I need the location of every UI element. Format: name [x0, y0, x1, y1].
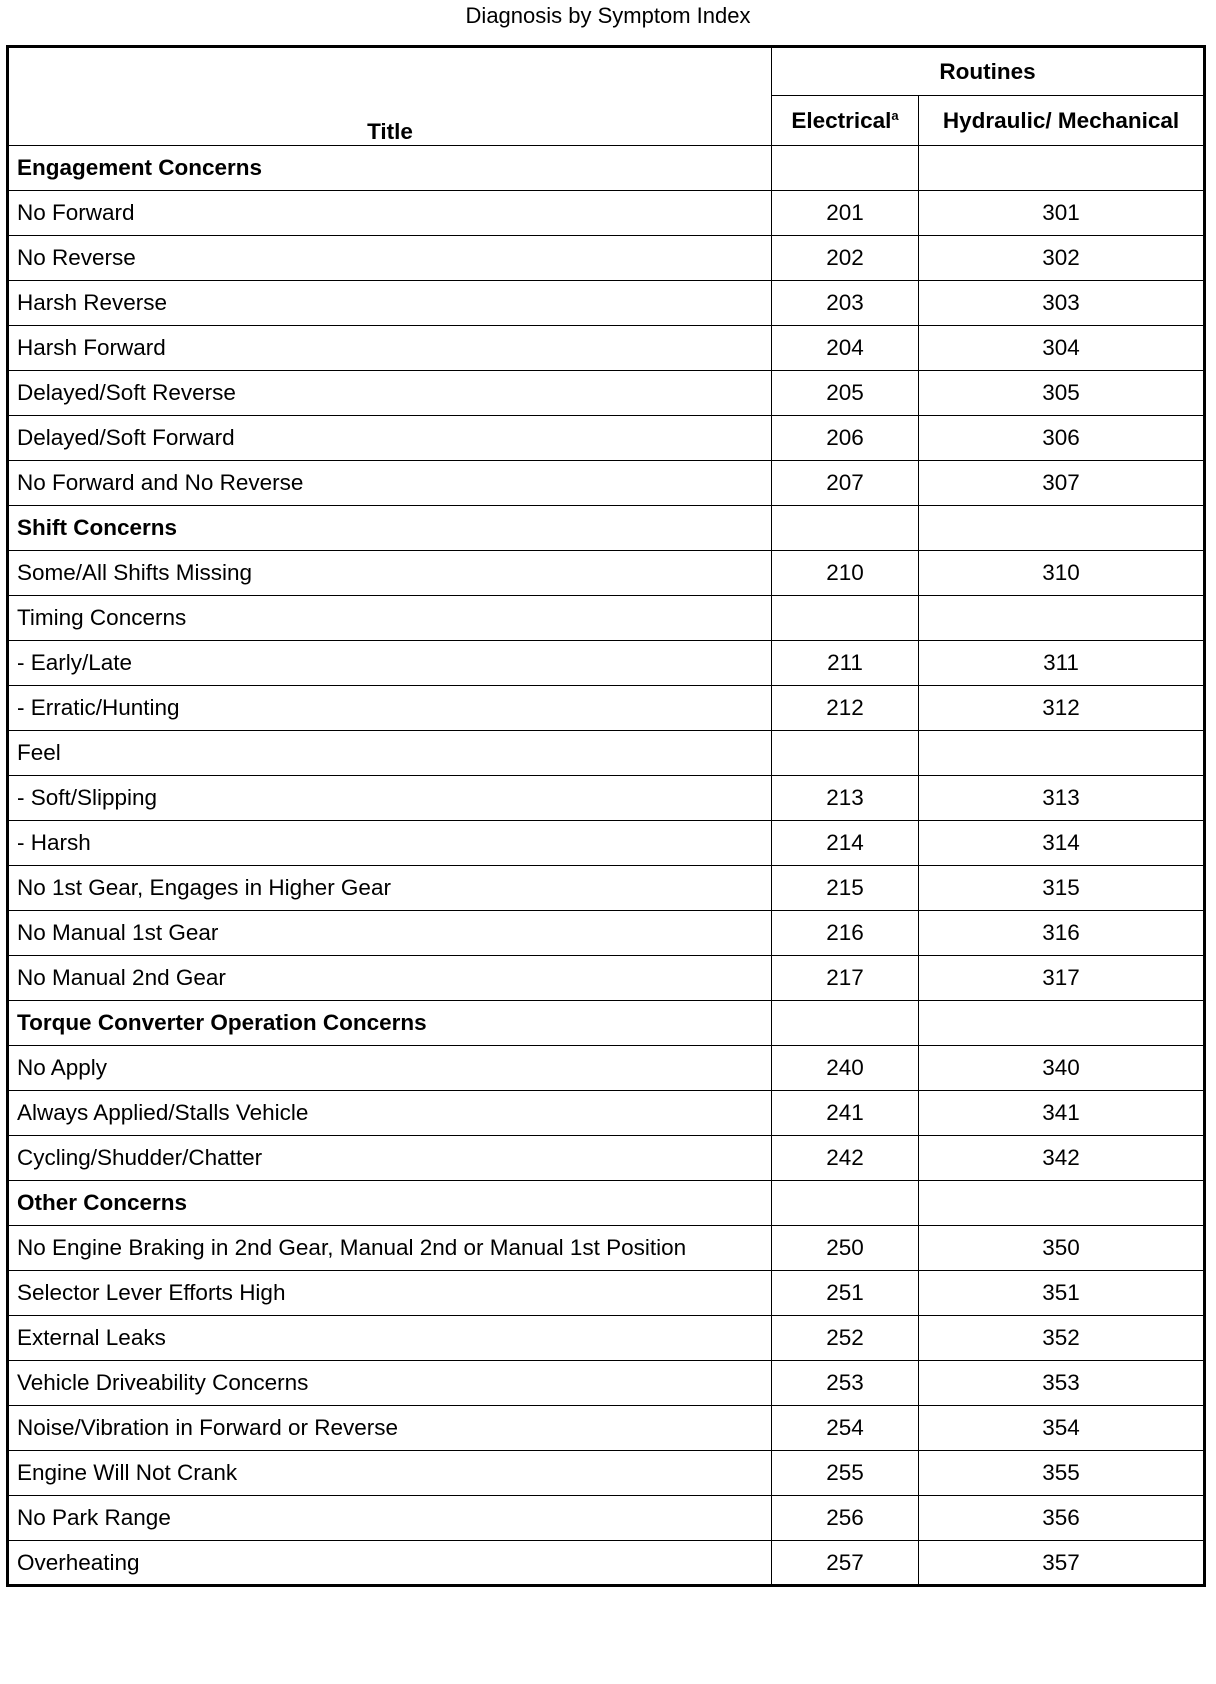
- table-row: [8, 1046, 1205, 1091]
- table-row: [8, 326, 1205, 371]
- hydraulic-routine-cell: [919, 1001, 1205, 1046]
- electrical-routine-cell: 255: [772, 1451, 919, 1496]
- hydraulic-routine-cell: 306: [919, 416, 1205, 461]
- row-title-cell: No 1st Gear, Engages in Higher Gear: [8, 866, 772, 911]
- row-title-cell: Timing Concerns: [8, 596, 772, 641]
- electrical-routine-cell: [772, 146, 919, 191]
- table-row: [8, 866, 1205, 911]
- electrical-routine-cell: 213: [772, 776, 919, 821]
- section-row: [8, 506, 1205, 551]
- routines-header: Routines: [772, 47, 1205, 96]
- table-row: [8, 1541, 1205, 1586]
- table-row: [8, 461, 1205, 506]
- electrical-routine-cell: [772, 1181, 919, 1226]
- row-title-cell: No Park Range: [8, 1496, 772, 1541]
- section-row: [8, 1181, 1205, 1226]
- electrical-label: Electrical: [791, 107, 892, 133]
- row-title-cell: Harsh Reverse: [8, 281, 772, 326]
- table-row: [8, 1271, 1205, 1316]
- row-title-cell: No Reverse: [8, 236, 772, 281]
- row-title-cell: Selector Lever Efforts High: [8, 1271, 772, 1316]
- table-body: [8, 146, 1205, 1586]
- table-row: [8, 1361, 1205, 1406]
- row-title-cell: Always Applied/Stalls Vehicle: [8, 1091, 772, 1136]
- hydraulic-routine-cell: 354: [919, 1406, 1205, 1451]
- electrical-routine-cell: [772, 506, 919, 551]
- row-title-cell: Torque Converter Operation Concerns: [8, 1001, 772, 1046]
- electrical-routine-cell: 205: [772, 371, 919, 416]
- electrical-footnote-marker: a: [891, 107, 899, 123]
- table-row: [8, 641, 1205, 686]
- electrical-routine-cell: 217: [772, 956, 919, 1001]
- electrical-routine-cell: 250: [772, 1226, 919, 1271]
- row-title-cell: No Manual 2nd Gear: [8, 956, 772, 1001]
- hydraulic-routine-cell: [919, 506, 1205, 551]
- table-row: [8, 821, 1205, 866]
- hydraulic-routine-cell: 311: [919, 641, 1205, 686]
- electrical-routine-cell: 211: [772, 641, 919, 686]
- hydraulic-routine-cell: [919, 731, 1205, 776]
- table-row: [8, 1226, 1205, 1271]
- electrical-routine-cell: 201: [772, 191, 919, 236]
- row-title-cell: Vehicle Driveability Concerns: [8, 1361, 772, 1406]
- hydraulic-routine-cell: 342: [919, 1136, 1205, 1181]
- hydraulic-routine-cell: [919, 146, 1205, 191]
- hydraulic-column-header: Hydraulic/ Mechanical: [919, 96, 1205, 146]
- electrical-routine-cell: 214: [772, 821, 919, 866]
- electrical-routine-cell: 253: [772, 1361, 919, 1406]
- hydraulic-routine-cell: 304: [919, 326, 1205, 371]
- row-title-cell: Harsh Forward: [8, 326, 772, 371]
- electrical-routine-cell: 242: [772, 1136, 919, 1181]
- table-row: [8, 1316, 1205, 1361]
- row-title-cell: No Engine Braking in 2nd Gear, Manual 2nd or Manual 1st Position: [8, 1226, 772, 1271]
- hydraulic-routine-cell: 305: [919, 371, 1205, 416]
- electrical-routine-cell: 241: [772, 1091, 919, 1136]
- row-title-cell: Engine Will Not Crank: [8, 1451, 772, 1496]
- hydraulic-routine-cell: 341: [919, 1091, 1205, 1136]
- row-title-cell: No Forward: [8, 191, 772, 236]
- hydraulic-routine-cell: 314: [919, 821, 1205, 866]
- row-title-cell: Overheating: [8, 1541, 772, 1586]
- hydraulic-routine-cell: 307: [919, 461, 1205, 506]
- electrical-routine-cell: 204: [772, 326, 919, 371]
- row-title-cell: Delayed/Soft Reverse: [8, 371, 772, 416]
- row-title-cell: - Harsh: [8, 821, 772, 866]
- row-title-cell: Noise/Vibration in Forward or Reverse: [8, 1406, 772, 1451]
- electrical-column-header: [772, 96, 919, 146]
- hydraulic-routine-cell: 316: [919, 911, 1205, 956]
- table-row: [8, 281, 1205, 326]
- table-row: [8, 236, 1205, 281]
- table-row: [8, 911, 1205, 956]
- electrical-routine-cell: 252: [772, 1316, 919, 1361]
- hydraulic-routine-cell: 353: [919, 1361, 1205, 1406]
- hydraulic-routine-cell: [919, 1181, 1205, 1226]
- hydraulic-routine-cell: 312: [919, 686, 1205, 731]
- table-row: [8, 1496, 1205, 1541]
- electrical-routine-cell: 254: [772, 1406, 919, 1451]
- row-title-cell: Engagement Concerns: [8, 146, 772, 191]
- row-title-cell: - Erratic/Hunting: [8, 686, 772, 731]
- electrical-routine-cell: 215: [772, 866, 919, 911]
- row-title-cell: External Leaks: [8, 1316, 772, 1361]
- hydraulic-routine-cell: 340: [919, 1046, 1205, 1091]
- row-title-cell: Shift Concerns: [8, 506, 772, 551]
- electrical-routine-cell: 206: [772, 416, 919, 461]
- table-row: [8, 1451, 1205, 1496]
- table-row: [8, 731, 1205, 776]
- electrical-routine-cell: 257: [772, 1541, 919, 1586]
- table-row: [8, 596, 1205, 641]
- table-row: [8, 1406, 1205, 1451]
- row-title-cell: No Manual 1st Gear: [8, 911, 772, 956]
- row-title-cell: Cycling/Shudder/Chatter: [8, 1136, 772, 1181]
- table-row: [8, 776, 1205, 821]
- row-title-cell: Other Concerns: [8, 1181, 772, 1226]
- row-title-cell: Some/All Shifts Missing: [8, 551, 772, 596]
- electrical-routine-cell: [772, 596, 919, 641]
- electrical-routine-cell: [772, 1001, 919, 1046]
- symptom-index-table: [6, 45, 1206, 1587]
- hydraulic-routine-cell: 310: [919, 551, 1205, 596]
- hydraulic-routine-cell: 301: [919, 191, 1205, 236]
- hydraulic-routine-cell: 350: [919, 1226, 1205, 1271]
- hydraulic-routine-cell: 313: [919, 776, 1205, 821]
- hydraulic-routine-cell: 317: [919, 956, 1205, 1001]
- electrical-routine-cell: 216: [772, 911, 919, 956]
- row-title-cell: No Forward and No Reverse: [8, 461, 772, 506]
- row-title-cell: Feel: [8, 731, 772, 776]
- hydraulic-routine-cell: 303: [919, 281, 1205, 326]
- section-row: [8, 1001, 1205, 1046]
- hydraulic-routine-cell: 355: [919, 1451, 1205, 1496]
- electrical-routine-cell: 251: [772, 1271, 919, 1316]
- table-row: [8, 191, 1205, 236]
- hydraulic-routine-cell: 356: [919, 1496, 1205, 1541]
- electrical-routine-cell: 203: [772, 281, 919, 326]
- electrical-routine-cell: 240: [772, 1046, 919, 1091]
- title-column-header: Title: [8, 47, 772, 146]
- hydraulic-routine-cell: 315: [919, 866, 1205, 911]
- hydraulic-routine-cell: 357: [919, 1541, 1205, 1586]
- table-row: [8, 686, 1205, 731]
- hydraulic-routine-cell: 352: [919, 1316, 1205, 1361]
- row-title-cell: - Early/Late: [8, 641, 772, 686]
- table-row: [8, 416, 1205, 461]
- electrical-routine-cell: [772, 731, 919, 776]
- hydraulic-routine-cell: [919, 596, 1205, 641]
- section-row: [8, 146, 1205, 191]
- table-row: [8, 1091, 1205, 1136]
- electrical-routine-cell: 207: [772, 461, 919, 506]
- table-row: [8, 956, 1205, 1001]
- electrical-routine-cell: 210: [772, 551, 919, 596]
- row-title-cell: No Apply: [8, 1046, 772, 1091]
- table-row: [8, 1136, 1205, 1181]
- hydraulic-routine-cell: 351: [919, 1271, 1205, 1316]
- row-title-cell: - Soft/Slipping: [8, 776, 772, 821]
- table-caption: Diagnosis by Symptom Index: [465, 3, 751, 28]
- electrical-routine-cell: 212: [772, 686, 919, 731]
- table-row: [8, 371, 1205, 416]
- hydraulic-routine-cell: 302: [919, 236, 1205, 281]
- table-row: [8, 551, 1205, 596]
- electrical-routine-cell: 202: [772, 236, 919, 281]
- electrical-routine-cell: 256: [772, 1496, 919, 1541]
- row-title-cell: Delayed/Soft Forward: [8, 416, 772, 461]
